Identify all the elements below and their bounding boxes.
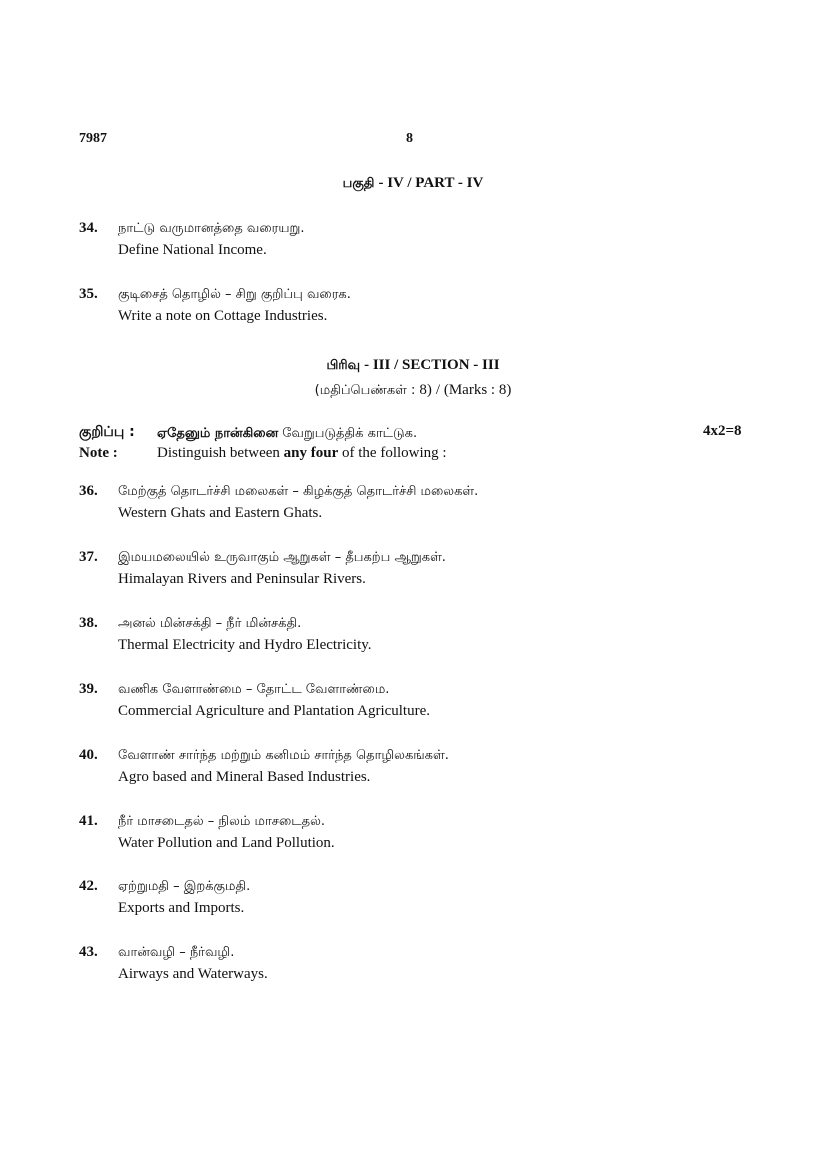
section-marks-tamil: (மதிப்பெண்கள் : bbox=[314, 383, 416, 398]
question-tamil: ஏற்றுமதி – இறக்குமதி. bbox=[118, 879, 251, 894]
question-number: 40. bbox=[79, 747, 98, 763]
question-number: 36. bbox=[79, 483, 98, 499]
question-tamil: இமயமலையில் உருவாகும் ஆறுகள் – தீபகற்ப ஆறுகள். bbox=[118, 550, 446, 565]
note-tamil-text bbox=[157, 424, 417, 442]
question-english: Western Ghats and Eastern Ghats. bbox=[118, 505, 323, 521]
section-marks-english: / (Marks : 8) bbox=[435, 382, 512, 398]
section-heading bbox=[0, 356, 826, 374]
question-tamil: வேளாண் சார்ந்த மற்றும் கனிமம் சார்ந்த தொழிலகங்கள். bbox=[118, 748, 449, 763]
section-marks bbox=[0, 381, 826, 399]
question-number: 37. bbox=[79, 549, 98, 565]
question-number: 34. bbox=[79, 220, 98, 236]
paper-code: 7987 bbox=[79, 131, 107, 146]
question-tamil: வணிக வேளாண்மை – தோட்ட வேளாண்மை. bbox=[118, 682, 390, 697]
page-number: 8 bbox=[406, 131, 413, 146]
question-tamil: நீர் மாசடைதல் – நிலம் மாசடைதல். bbox=[118, 814, 326, 829]
part-heading-english: - IV / PART - IV bbox=[378, 175, 484, 191]
section-marks-tamil-value: 8) bbox=[419, 382, 432, 398]
question-tamil: வான்வழி – நீர்வழி. bbox=[118, 945, 235, 960]
question-english: Thermal Electricity and Hydro Electricity. bbox=[118, 637, 372, 653]
note-english-label: Note : bbox=[79, 445, 118, 461]
question-english: Agro based and Mineral Based Industries. bbox=[118, 769, 371, 785]
section-heading-tamil: பிரிவு bbox=[326, 358, 361, 373]
question-number: 42. bbox=[79, 878, 98, 894]
question-number: 39. bbox=[79, 681, 98, 697]
note-english-post: of the following : bbox=[342, 445, 447, 461]
note-tamil-label: குறிப்பு : bbox=[79, 424, 135, 440]
question-number: 38. bbox=[79, 615, 98, 631]
note-tamil-bold: ஏதேனும் நான்கினை bbox=[157, 426, 279, 441]
part-heading-tamil: பகுதி bbox=[342, 176, 375, 191]
question-tamil: நாட்டு வருமானத்தை வரையறு. bbox=[118, 221, 305, 236]
note-english-bold: any four bbox=[283, 445, 339, 461]
question-english: Himalayan Rivers and Peninsular Rivers. bbox=[118, 571, 366, 587]
question-english: Define National Income. bbox=[118, 242, 267, 258]
note-english-pre: Distinguish between bbox=[157, 445, 280, 461]
note-marks: 4x2=8 bbox=[703, 423, 742, 439]
note-english-text bbox=[157, 445, 447, 462]
section-heading-english: - III / SECTION - III bbox=[364, 357, 500, 373]
note-tamil-rest: வேறுபடுத்திக் காட்டுக. bbox=[282, 426, 418, 441]
question-tamil: அனல் மின்சக்தி – நீர் மின்சக்தி. bbox=[118, 616, 302, 631]
question-english: Commercial Agriculture and Plantation Agriculture. bbox=[118, 703, 431, 719]
question-english: Write a note on Cottage Industries. bbox=[118, 308, 328, 324]
question-tamil: குடிசைத் தொழில் – சிறு குறிப்பு வரைக. bbox=[118, 287, 351, 302]
question-tamil: மேற்குத் தொடர்ச்சி மலைகள் – கிழக்குத் தொடர்ச்சி மலைகள். bbox=[118, 484, 479, 499]
question-number: 41. bbox=[79, 813, 98, 829]
part-heading bbox=[0, 174, 826, 192]
question-english: Airways and Waterways. bbox=[118, 966, 268, 982]
question-english: Exports and Imports. bbox=[118, 900, 245, 916]
question-number: 43. bbox=[79, 944, 98, 960]
question-number: 35. bbox=[79, 286, 98, 302]
question-english: Water Pollution and Land Pollution. bbox=[118, 835, 335, 851]
